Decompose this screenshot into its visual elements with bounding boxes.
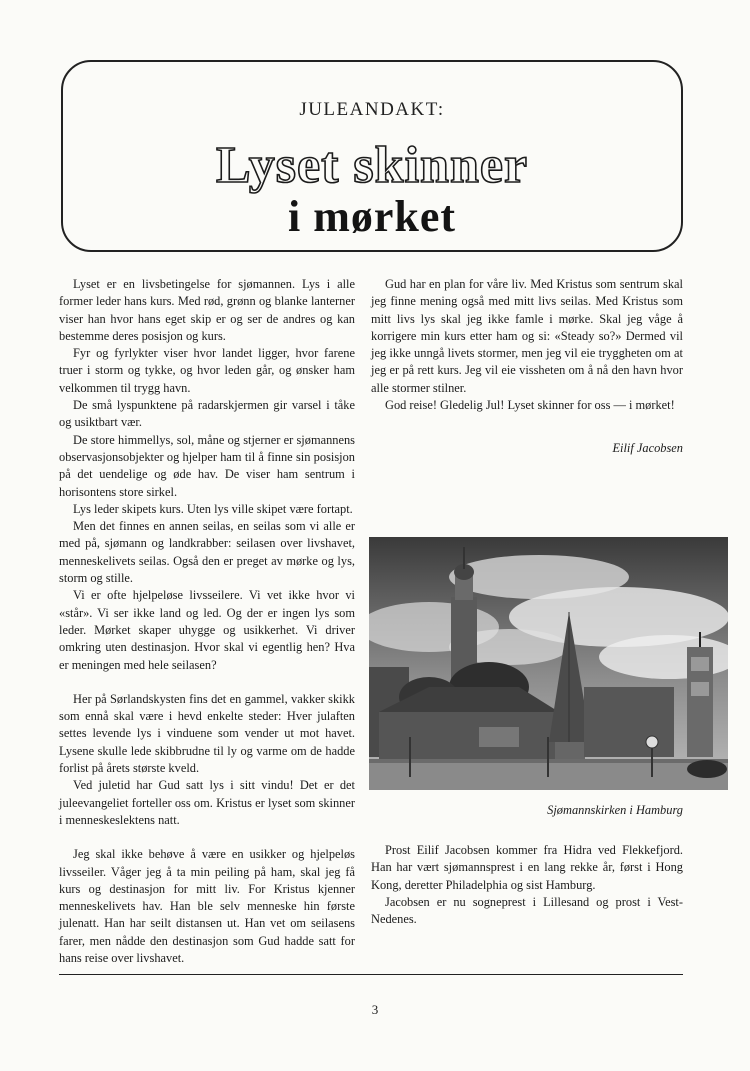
paragraph: Prost Eilif Jacobsen kommer fra Hidra ved Flekkefjord. Han har vært sjømannsprest i en lang rekke år, først i Hong Kong, deretter Philadelphia og sist Hamburg.	[371, 843, 683, 892]
paragraph: De små lyspunktene på radarskjermen gir varsel i tåke og usiktbart vær.	[59, 398, 355, 430]
church-photo	[369, 537, 728, 790]
paragraph: Lys leder skipets kurs. Uten lys ville skipet være fortapt.	[73, 501, 353, 516]
page-title-line-1: Lyset skinner	[215, 137, 529, 194]
paragraph: Her på Sørlandskysten fins det en gammel, vakker skikk som ennå skal være i hevd enkelte steder: Hver julaften settes levende lys i vinduene som vender ut mot havet. Lysene skulle lede skibbrudne til ly og varme om de hadde forlist på årets største kveld.	[59, 691, 355, 776]
author-signature: Eilif Jacobsen	[612, 441, 683, 455]
paragraph: Fyr og fyrlykter viser hvor landet ligger, hvor farene truer i storm og tykke, og hvor leden går, og ønsker ham velkommen til trygg havn.	[59, 346, 355, 395]
page-title-line-2: i mørket	[287, 192, 457, 241]
paragraph: Gud har en plan for våre liv. Med Kristus som sentrum skal jeg finne mening også med mitt livs seilas. Med Kristus som mitt livs lys skal jeg ikke famle i mørke. Skal jeg våge å korrigere min kurs etter ham og si: «Steady so?» Dermed vil jeg ikke unngå livets stormer, men jeg vil eie tryggheten om at jeg er på rett kurs. Jeg vil eie vissheten om å nå den havn hvor alle stormer stilner.	[371, 277, 683, 395]
paragraph: Jacobsen er nu sogneprest i Lillesand og prost i Vest-Nedenes.	[371, 894, 683, 927]
paragraph: Jeg skal ikke behøve å være en usikker og hjelpeløs livsseiler. Våger jeg å ta min peiling på ham, skal jeg få kurs og destinasjon for mitt liv. For Kristus kjenner menneskelivets hav. Han ble selv menneske hin første julenatt. Han har seilt distansen ut. Han vet om seilasens farer, men nådde den destinasjon som Gud hadde satt for hans reise over livshavet.	[59, 847, 355, 965]
paragraph: Ved juletid har Gud satt lys i sitt vindu! Det er det juleevangeliet forteller oss om. Kristus er lyset som skinner i menneskeslektens natt.	[59, 778, 355, 827]
footer-divider	[59, 974, 683, 975]
article-right-column	[371, 276, 683, 414]
author-bio	[371, 842, 683, 928]
kicker: JULEANDAKT:	[299, 99, 445, 120]
page-number: 3	[371, 1002, 379, 1017]
photo-caption: Sjømannskirken i Hamburg	[547, 803, 683, 817]
paragraph: Men det finnes en annen seilas, en seilas som vi alle er med på, sjømann og landkrabber: seilasen over livshavet, menneskelivets seilas. Også den er preget av mørke og lys, storm og stille.	[59, 519, 355, 586]
paragraph: Lyset er en livsbetingelse for sjømannen. Lys i alle former leder hans kurs. Med rød, grønn og blanke lanterner viser han hvor hans eget skip er og ser de andres og kan bestemme deres posisjon og kurs.	[59, 277, 355, 343]
paragraph: De store himmellys, sol, måne og stjerner er sjømannens observasjonsobjekter og hjelper ham til å finne sin posisjon på det uendelige og øde hav. De viser ham sentrum i horisontens store sirkel.	[59, 432, 355, 499]
title-frame	[61, 60, 683, 252]
paragraph: God reise! Gledelig Jul! Lyset skinner for oss — i mørket!	[385, 398, 675, 413]
article-left-column	[59, 276, 355, 967]
paragraph: Vi er ofte hjelpeløse livsseilere. Vi vet ikke hvor vi «står». Vi ser ikke land og led. Og der er ingen lys som leder. Mørket skaper uhygge og usikkerhet. Vi driver omkring uten destinasjon. Hvor skal vi egentlig hen? Hva er meningen med hele seilasen?	[59, 588, 355, 672]
